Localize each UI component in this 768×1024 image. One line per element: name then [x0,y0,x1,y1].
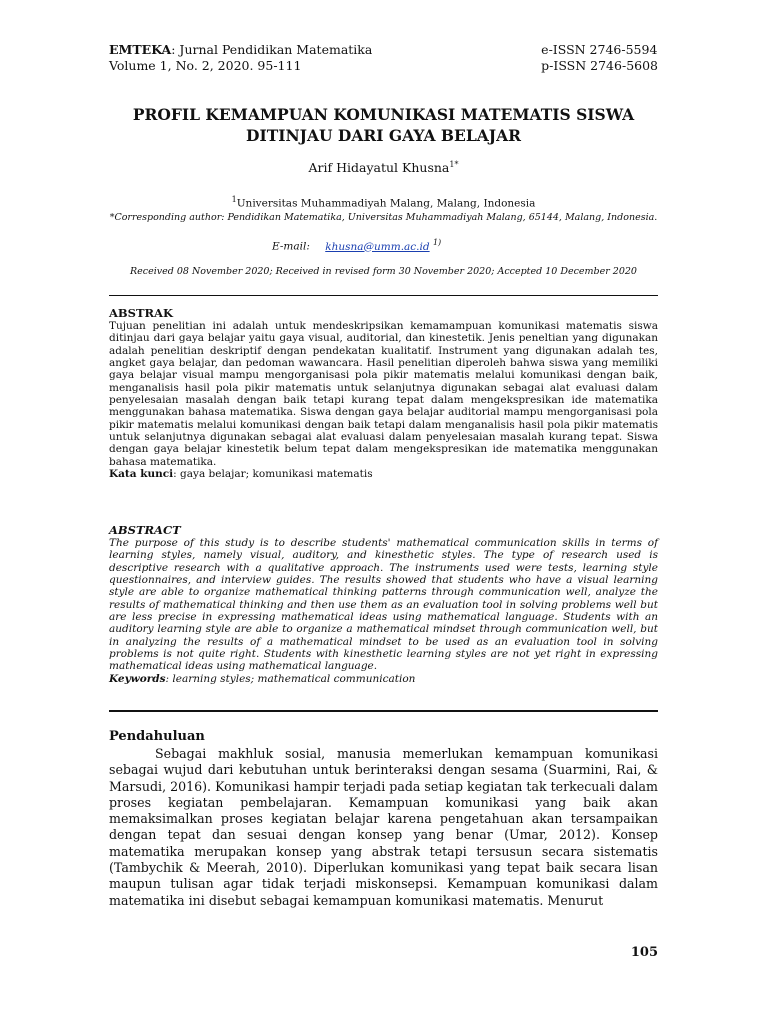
abstrak-keywords-label: Kata kunci [109,468,174,481]
author [109,160,658,175]
affiliation-institution: Universitas Muhammadiyah Malang, Malang, Indonesia [236,197,536,210]
affiliation-sup: 1 [231,195,237,204]
abstract-keywords [109,673,658,685]
abstrak-keywords [109,468,658,480]
divider-top [109,295,658,296]
divider-bottom [109,710,658,712]
abstract-section [109,523,658,685]
received-dates: Received 08 November 2020; Received in revised form 30 November 2020; Accepted 10 December 2020 [130,266,637,277]
journal-header [109,42,658,74]
author-name: Arif Hidayatul Khusna [308,160,450,176]
journal-volume: Volume 1, No. 2, 2020. 95-111 [109,58,302,73]
affiliation [109,193,658,225]
abstract-text: The purpose of this study is to describe students' mathematical communication skills in terms of learning styles, namely visual, auditory, and kinesthetic styles. The type of research used is descriptive research with a qualitative approach. The instruments used were tests, learning style questionnaires, and interview guides. The results showed that students who have a visual learning style are able to organize mathematical thinking patterns through communication well, analyze the results of mathematical thinking and then use them as an evaluation tool in solving problems well but are less precise in expressing mathematical ideas using mathematical language. Students with an auditory learning style are able to organize a mathematical mindset through communication well, but in analyzing the results of a mathematical mindset to be used as an evaluation tool in solving problems is not quite right. Students with kinesthetic learning styles are not yet right in expressing mathematical ideas using mathematical language. [109,537,658,673]
journal-subtitle: : Jurnal Pendidikan Matematika [171,42,373,57]
abstrak-text: Tujuan penelitian ini adalah untuk mendeskripsikan kemamampuan komunikasi matematis siswa ditinjau dari gaya belajar yaitu gaya visual, auditorial, dan kinestetik. Jenis peneltian yang digunakan adalah penelitian deskriptif dengan pendekatan kualitatif. Instrument yang digunakan adalah tes, angket gaya belajar, dan pedoman wawancara. Hasil penelitian diperoleh bahwa siswa yang memiliki gaya belajar visual mampu mengorganisasi pola pikir matematis melalui komunikasi dengan baik, menganalisis hasil pola pikir matematis untuk selanjutnya digunakan sebagai alat evaluasi dalam penyelesaian masalah dengan baik tetapi kurang tepat dalam mengekspresikan ide matematika menggunakan bahasa matematika. Siswa dengan gaya belajar auditorial mampu mengorganisasi pola pikir matematis melalui komunikasi dengan baik tetapi dalam menganalisis hasil pola pikir matematis untuk selanjutnya digunakan sebagai alat evaluasi dalam penyelesaian masalah kurang tepat. Siswa dengan gaya belajar kinestetik belum tepat dalam mengekspresikan ide matematika menggunakan bahasa matematika. [109,320,658,468]
abstrak-section [109,306,658,480]
journal-name: EMTEKA [109,42,172,57]
abstract-heading: ABSTRACT [109,523,181,537]
section-heading: Pendahuluan [109,729,205,744]
email-link[interactable]: khusna@umm.ac.id [325,240,430,253]
paper-title: PROFIL KEMAMPUAN KOMUNIKASI MATEMATIS SISWA DITINJAU DARI GAYA BELAJAR [132,105,635,145]
journal-info [109,42,372,74]
eissn: e-ISSN 2746-5594 [541,42,658,57]
email-label: E-mail: [272,240,310,253]
pissn: p-ISSN 2746-5608 [541,58,658,73]
email-line [272,238,441,253]
abstract-keywords-value: : learning styles; mathematical communication [165,672,416,685]
author-sup: 1* [449,160,459,169]
issn-info [541,42,658,74]
section-paragraph: Sebagai makhluk sosial, manusia memerlukan kemampuan komunikasi sebagai wujud dari kebutuhan untuk berinteraksi dengan sesama (Suarmini, Rai, & Marsudi, 2016). Komunikasi hampir terjadi pada setiap kegiatan tak terkecuali dalam proses kegiatan pembelajaran. Kemampuan komunikasi yang baik akan memaksimalkan proses kegiatan belajar karena pengetahuan akan tersampaikan dengan tepat dan sesuai dengan konsep yang benar (Umar, 2012). Konsep matematika merupakan konsep yang abstrak tetapi tersusun secara sistematis (Tambychik & Meerah, 2010). Diperlukan komunikasi yang tepat baik secara lisan maupun tulisan agar tidak terjadi miskonsepsi. Kemampuan komunikasi dalam matematika ini disebut sebagai kemampuan komunikasi matematis. Menurut [109,746,658,908]
abstrak-heading: ABSTRAK [109,306,173,320]
corresponding-author: *Corresponding author: Pendidikan Matematika, Universitas Muhammadiyah Malang, 65144, Malang, Indonesia. [109,211,658,223]
email-note: 1) [432,238,442,247]
abstract-keywords-label: Keywords [109,672,166,685]
abstrak-keywords-value: : gaya belajar; komunikasi matematis [173,468,373,481]
page-number: 105 [630,945,658,960]
